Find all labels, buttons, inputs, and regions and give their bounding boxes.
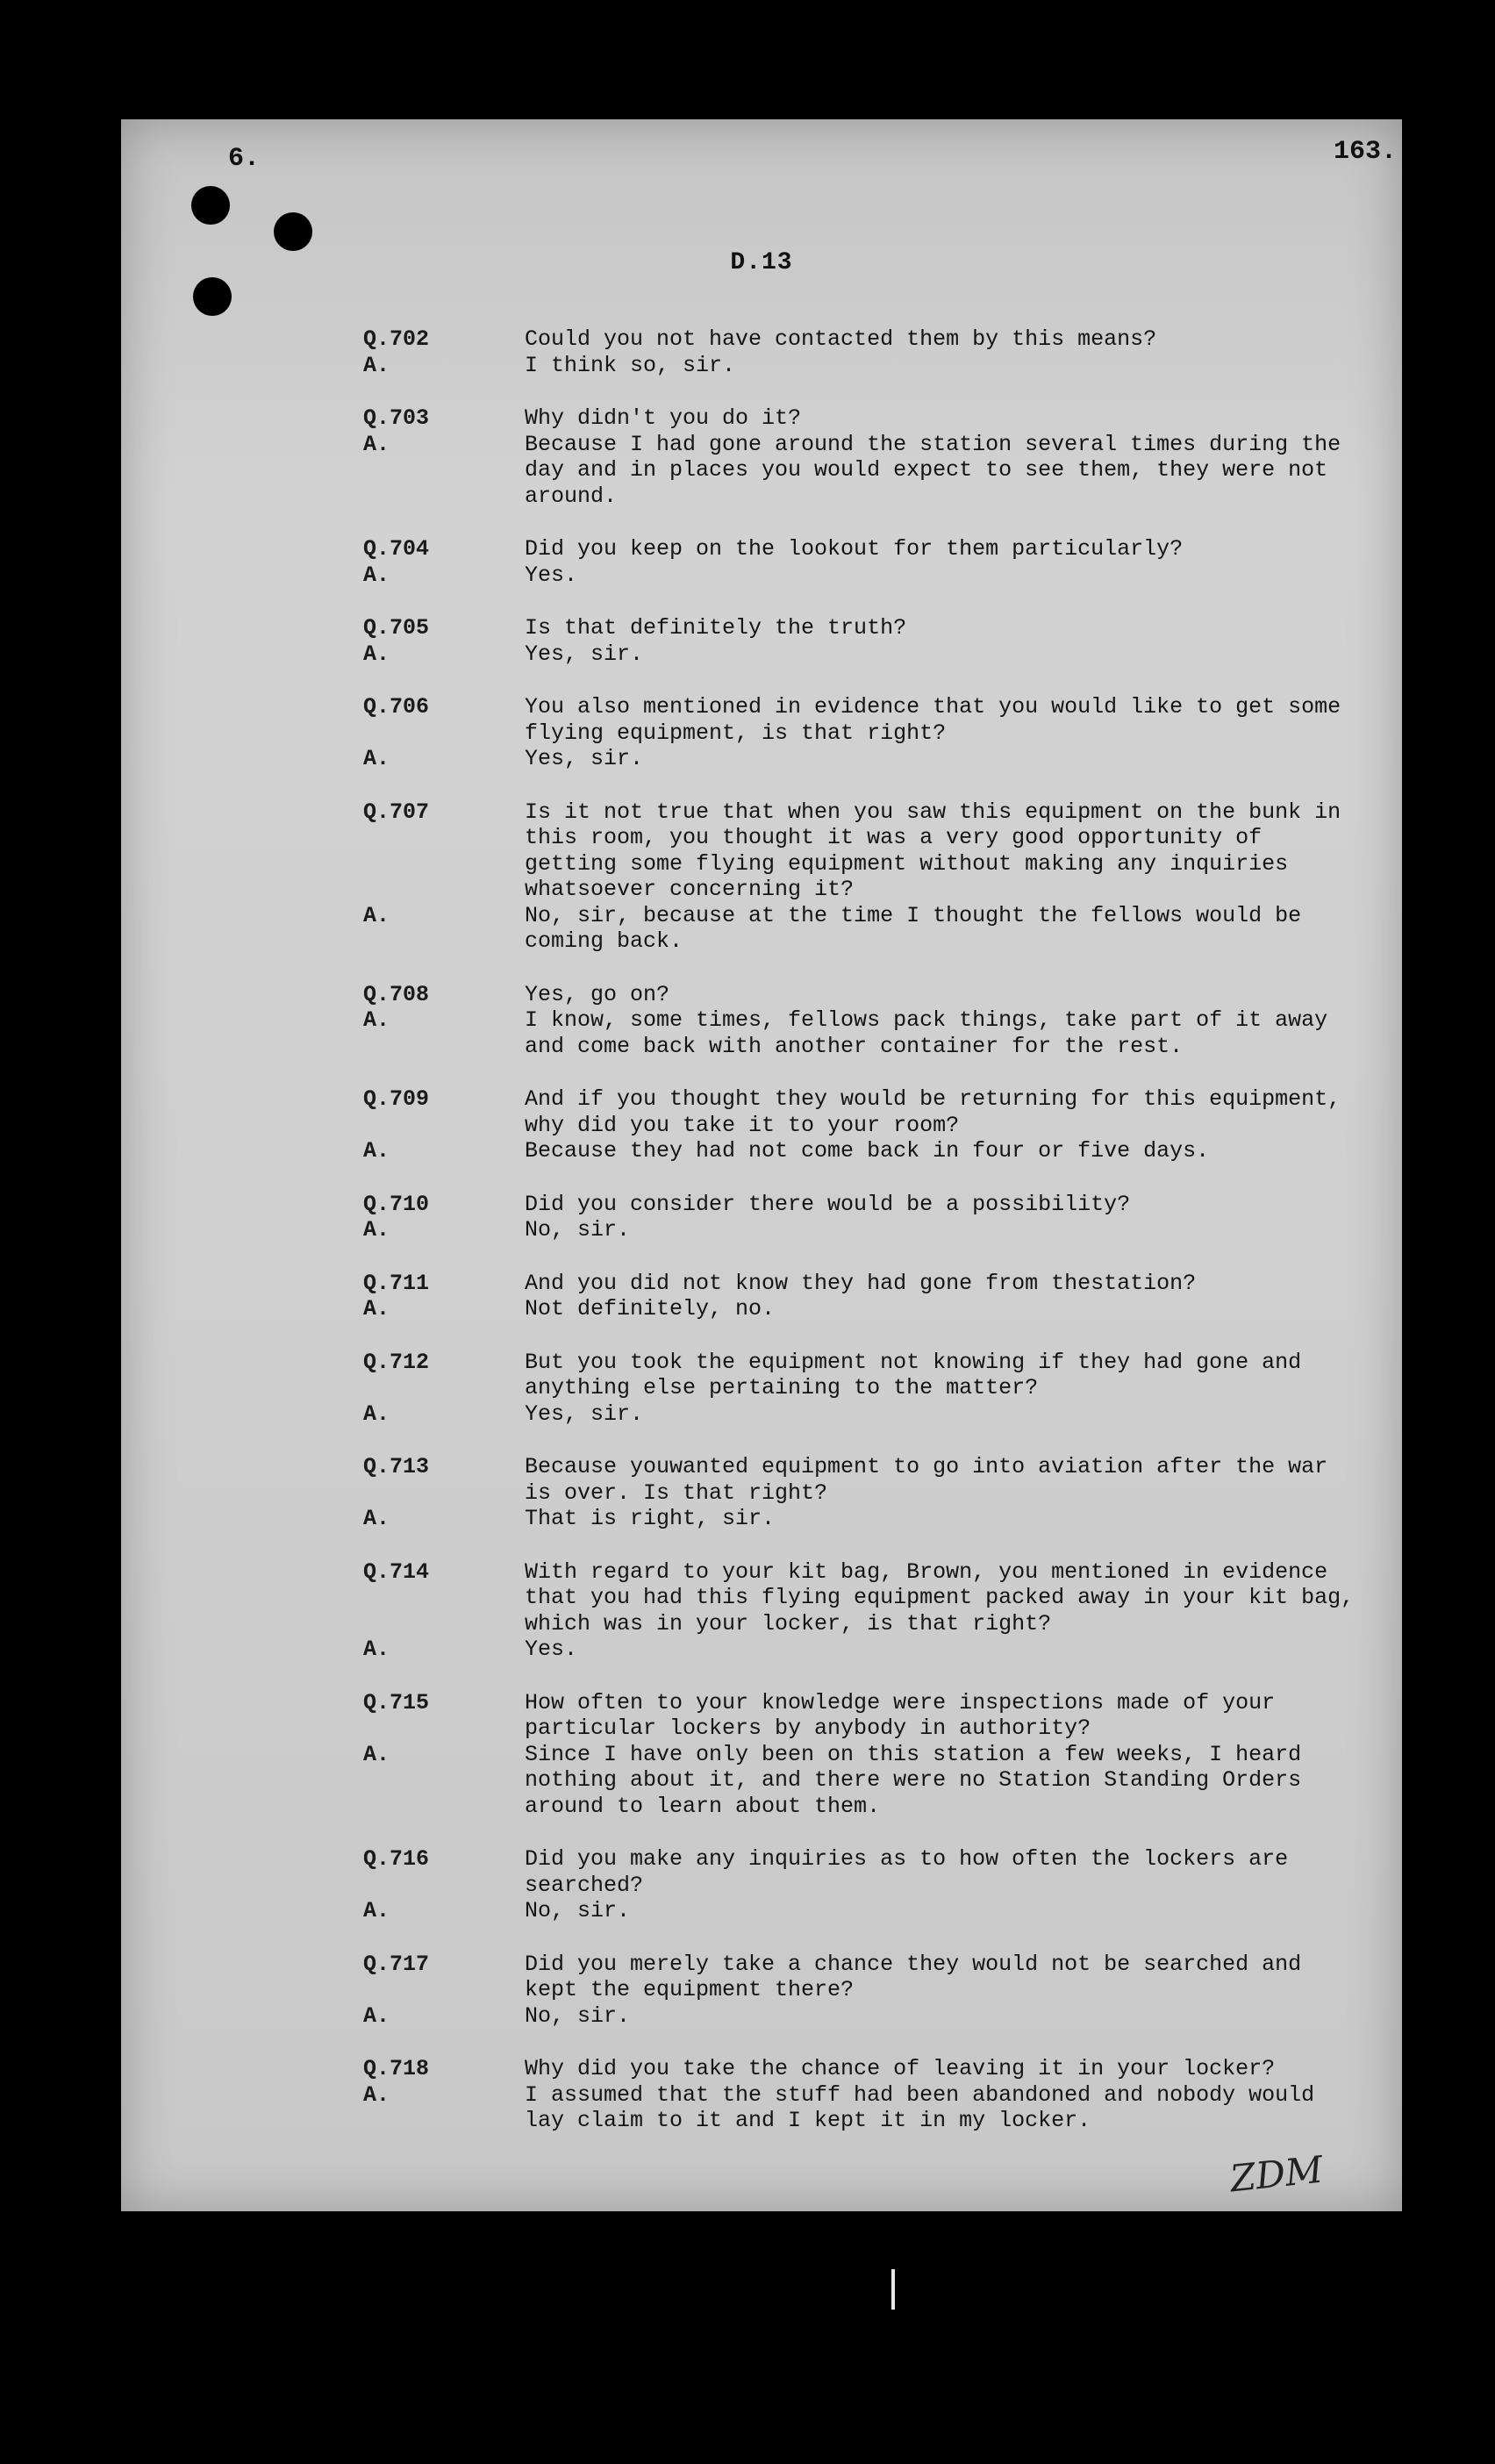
answer-label: A. (363, 1007, 390, 1033)
question-text: Is it not true that when you saw this equipment on the bunk in this room, you thought it was a very good opportunity of getting some flying equipment without making any inquiries whatsoever concerning it? (525, 799, 1341, 902)
qa-block (363, 1271, 1358, 1322)
answer-text: Because they had not come back in four or five days. (525, 1138, 1210, 1164)
question-text: But you took the equipment not knowing if they had gone and anything else pertaining to the matter? (525, 1349, 1302, 1400)
handwritten-initials: ZDM (1227, 2147, 1326, 2201)
answer-label: A. (363, 1898, 390, 1923)
question-number: Q.710 (363, 1191, 430, 1217)
scan-mark (891, 2269, 895, 2310)
question-number: Q.716 (363, 1846, 430, 1872)
qa-block (363, 982, 1358, 1060)
qa-block (363, 1690, 1358, 1820)
question-number: Q.714 (363, 1558, 430, 1585)
answer-label: A. (363, 431, 390, 457)
answer-text: I think so, sir. (525, 352, 736, 378)
punch-hole-2 (274, 212, 312, 251)
answer-label: A. (363, 1296, 390, 1322)
answer-text: Yes, sir. (525, 641, 644, 667)
punch-hole-1 (191, 186, 230, 225)
question-text: And if you thought they would be returning for this equipment, why did you take it to your room? (525, 1086, 1341, 1138)
answer-text: Yes, sir. (525, 1400, 644, 1427)
question-number: Q.709 (363, 1086, 430, 1112)
answer-text: Since I have only been on this station a few weeks, I heard nothing about it, and there were no Station Standing Orders around to learn about them. (525, 1741, 1302, 1819)
qa-block (363, 1559, 1358, 1663)
question-number: Q.706 (363, 694, 430, 720)
qa-block (363, 1192, 1358, 1243)
answer-text: I assumed that the stuff had been abandoned and nobody would lay claim to it and I kept it in my locker. (525, 2081, 1315, 2133)
question-number: Q.712 (363, 1349, 430, 1375)
question-text: With regard to your kit bag, Brown, you mentioned in evidence that you had this flying equipment packed away in your kit bag, which was in your locker, is that right? (525, 1558, 1355, 1637)
qa-block (363, 1350, 1358, 1428)
question-number: Q.715 (363, 1689, 430, 1715)
answer-label: A. (363, 746, 390, 771)
question-text: Because youwanted equipment to go into aviation after the war is over. Is that right? (525, 1454, 1328, 1506)
qa-block (363, 694, 1358, 772)
answer-label: A. (363, 1138, 390, 1164)
question-number: Q.704 (363, 536, 430, 562)
question-text: Yes, go on? (525, 981, 670, 1007)
question-text: Why didn't you do it? (525, 405, 802, 431)
answer-label: A. (363, 1741, 390, 1767)
answer-label: A. (363, 2002, 390, 2029)
answer-text: Not definitely, no. (525, 1296, 776, 1322)
question-text: Did you make any inquiries as to how often the lockers are searched? (525, 1846, 1289, 1898)
punch-hole-3 (193, 277, 232, 316)
qa-block (363, 799, 1358, 955)
document-heading: D.13 (730, 249, 793, 276)
question-text: You also mentioned in evidence that you would like to get some flying equipment, is that right? (525, 694, 1341, 746)
answer-text: Yes. (525, 1637, 578, 1662)
qa-block (363, 615, 1358, 667)
answer-text: Because I had gone around the station several times during the day and in places you would expect to see them, they were not around. (525, 431, 1341, 509)
question-text: How often to your knowledge were inspections made of your particular lockers by anybody in authority? (525, 1689, 1276, 1741)
answer-text: I know, some times, fellows pack things, take part of it away and come back with another container for the rest. (525, 1007, 1328, 1059)
question-text: Why did you take the chance of leaving it in your locker? (525, 2056, 1276, 2081)
page-number-right: 163. (1333, 137, 1397, 167)
qa-block (363, 405, 1358, 509)
qa-block (363, 1086, 1358, 1164)
question-number: Q.713 (363, 1454, 430, 1479)
document-page (121, 119, 1402, 2211)
question-text: Is that definitely the truth? (525, 615, 907, 641)
question-number: Q.705 (363, 615, 430, 641)
answer-text: Yes, sir. (525, 746, 644, 771)
question-number: Q.708 (363, 981, 430, 1007)
question-number: Q.717 (363, 1951, 430, 1977)
question-number: Q.703 (363, 405, 430, 431)
question-number: Q.711 (363, 1270, 430, 1296)
qa-block (363, 1454, 1358, 1532)
answer-label: A. (363, 902, 390, 928)
answer-label: A. (363, 2081, 390, 2108)
answer-text: No, sir, because at the time I thought the fellows would be coming back. (525, 902, 1302, 954)
qa-block (363, 1952, 1358, 2030)
question-text: And you did not know they had gone from thestation? (525, 1270, 1197, 1296)
answer-label: A. (363, 1637, 390, 1662)
qa-block (363, 536, 1358, 588)
answer-label: A. (363, 352, 390, 378)
page-number-left: 6. (228, 144, 261, 174)
answer-label: A. (363, 1506, 390, 1531)
question-number: Q.707 (363, 799, 430, 825)
answer-label: A. (363, 562, 390, 588)
answer-text: No, sir. (525, 1898, 631, 1923)
qa-block (363, 1846, 1358, 1924)
qa-block (363, 326, 1358, 378)
answer-label: A. (363, 641, 390, 667)
qa-transcript (363, 326, 1358, 2161)
question-text: Did you consider there would be a possibility? (525, 1191, 1131, 1217)
answer-text: Yes. (525, 562, 578, 588)
answer-label: A. (363, 1400, 390, 1427)
question-text: Did you merely take a chance they would not be searched and kept the equipment there? (525, 1951, 1302, 2002)
question-number: Q.702 (363, 326, 430, 352)
answer-text: No, sir. (525, 1217, 631, 1243)
answer-label: A. (363, 1217, 390, 1243)
question-text: Could you not have contacted them by this means? (525, 326, 1157, 352)
answer-text: That is right, sir. (525, 1506, 776, 1531)
question-number: Q.718 (363, 2056, 430, 2081)
answer-text: No, sir. (525, 2002, 631, 2029)
question-text: Did you keep on the lookout for them particularly? (525, 536, 1184, 562)
qa-block (363, 2056, 1358, 2134)
